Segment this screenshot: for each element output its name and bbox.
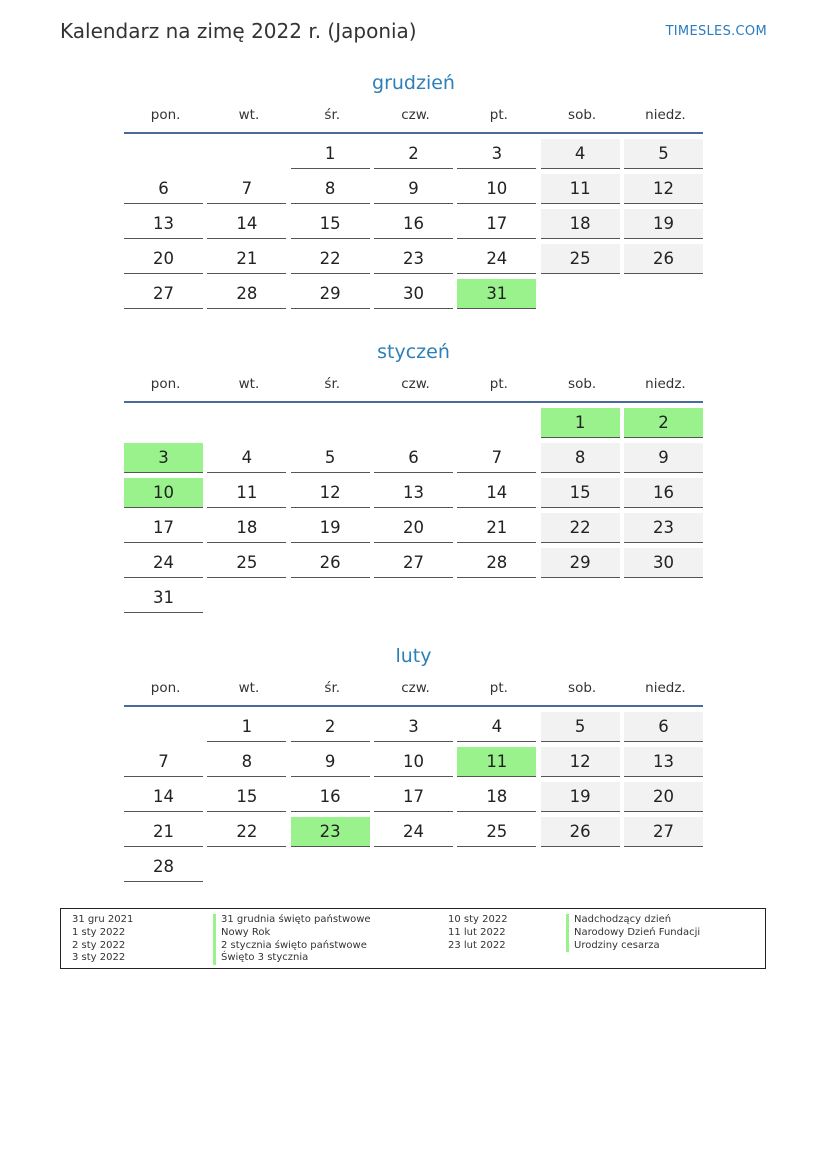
empty-cell	[457, 408, 536, 438]
day-cell: 16	[624, 478, 703, 508]
weekday-label: niedz.	[645, 680, 686, 696]
day-cell: 8	[291, 174, 370, 204]
day-cell: 27	[124, 279, 203, 309]
day-cell: 18	[207, 513, 286, 543]
legend-date: 1 sty 2022	[72, 926, 126, 938]
day-cell-holiday: 10	[124, 478, 203, 508]
day-cell: 8	[207, 747, 286, 777]
weekday-header	[124, 98, 703, 134]
weekday-label: wt.	[238, 680, 260, 696]
empty-cell	[291, 408, 370, 438]
day-cell: 24	[457, 244, 536, 274]
day-cell: 4	[541, 139, 620, 169]
day-cell: 29	[541, 548, 620, 578]
day-cell: 28	[457, 548, 536, 578]
day-cell: 17	[124, 513, 203, 543]
day-cell: 27	[624, 817, 703, 847]
day-cell: 6	[374, 443, 453, 473]
weekday-label: czw.	[401, 680, 430, 696]
day-cell: 23	[624, 513, 703, 543]
day-cell: 22	[541, 513, 620, 543]
weekday-label: wt.	[238, 107, 260, 123]
day-cell: 20	[624, 782, 703, 812]
day-cell: 17	[374, 782, 453, 812]
day-grid	[124, 139, 703, 309]
day-cell: 19	[541, 782, 620, 812]
legend-date: 2 sty 2022	[72, 939, 126, 951]
day-cell: 10	[457, 174, 536, 204]
day-cell: 7	[207, 174, 286, 204]
weekday-label: pon.	[150, 680, 181, 696]
weekday-label: śr.	[324, 107, 341, 123]
legend-holiday-name: Nadchodzący dzień	[566, 914, 700, 927]
day-grid	[124, 712, 703, 882]
day-cell: 31	[124, 583, 203, 613]
day-cell: 25	[457, 817, 536, 847]
weekday-label: sob.	[568, 376, 597, 392]
weekday-label: sob.	[568, 680, 597, 696]
day-cell: 14	[207, 209, 286, 239]
legend-names-col-2	[566, 914, 700, 952]
weekday-label: pt.	[489, 107, 508, 123]
weekday-label: śr.	[324, 680, 341, 696]
day-cell: 24	[124, 548, 203, 578]
day-cell: 28	[124, 852, 203, 882]
day-cell: 5	[291, 443, 370, 473]
empty-cell	[374, 408, 453, 438]
day-cell: 7	[124, 747, 203, 777]
day-cell: 9	[291, 747, 370, 777]
legend-holiday-name: 31 grudnia święto państwowe	[213, 914, 371, 927]
day-cell-holiday: 2	[624, 408, 703, 438]
legend-dates-col-2	[448, 914, 508, 952]
day-cell-holiday: 11	[457, 747, 536, 777]
day-cell: 11	[541, 174, 620, 204]
day-cell: 3	[457, 139, 536, 169]
day-grid	[124, 408, 703, 613]
day-cell: 11	[207, 478, 286, 508]
weekday-label: pon.	[150, 107, 181, 123]
day-cell: 12	[541, 747, 620, 777]
day-cell: 20	[374, 513, 453, 543]
legend-date: 11 lut 2022	[448, 926, 506, 938]
day-cell: 26	[624, 244, 703, 274]
day-cell: 16	[291, 782, 370, 812]
day-cell: 13	[624, 747, 703, 777]
day-cell: 30	[374, 279, 453, 309]
month-january	[124, 337, 703, 613]
day-cell: 21	[457, 513, 536, 543]
day-cell: 12	[291, 478, 370, 508]
legend-date: 3 sty 2022	[72, 952, 126, 964]
day-cell: 18	[457, 782, 536, 812]
day-cell: 14	[124, 782, 203, 812]
legend-names-col-1	[213, 914, 371, 965]
day-cell: 19	[624, 209, 703, 239]
day-cell: 26	[291, 548, 370, 578]
day-cell: 8	[541, 443, 620, 473]
day-cell: 9	[374, 174, 453, 204]
day-cell: 12	[624, 174, 703, 204]
legend-date: 10 sty 2022	[448, 914, 508, 925]
weekday-header	[124, 367, 703, 403]
day-cell: 25	[207, 548, 286, 578]
month-name: grudzień	[372, 72, 455, 94]
day-cell: 16	[374, 209, 453, 239]
legend-holiday-name: Narodowy Dzień Fundacji	[566, 927, 700, 940]
day-cell: 3	[374, 712, 453, 742]
month-name: styczeń	[377, 341, 450, 363]
day-cell-holiday: 1	[541, 408, 620, 438]
day-cell: 13	[374, 478, 453, 508]
empty-cell	[124, 408, 203, 438]
weekday-label: wt.	[238, 376, 260, 392]
weekday-label: czw.	[401, 107, 430, 123]
day-cell: 28	[207, 279, 286, 309]
holiday-legend	[60, 908, 766, 969]
day-cell: 1	[291, 139, 370, 169]
day-cell: 15	[291, 209, 370, 239]
weekday-label: pt.	[489, 680, 508, 696]
legend-holiday-name: Święto 3 stycznia	[213, 952, 371, 965]
empty-cell	[207, 408, 286, 438]
day-cell: 15	[207, 782, 286, 812]
weekday-label: niedz.	[645, 107, 686, 123]
month-name: luty	[395, 645, 432, 667]
day-cell-holiday: 3	[124, 443, 203, 473]
day-cell: 7	[457, 443, 536, 473]
day-cell: 21	[207, 244, 286, 274]
legend-holiday-name: Urodziny cesarza	[566, 940, 700, 953]
day-cell: 6	[624, 712, 703, 742]
day-cell: 27	[374, 548, 453, 578]
day-cell: 2	[374, 139, 453, 169]
day-cell-holiday: 31	[457, 279, 536, 309]
day-cell: 6	[124, 174, 203, 204]
weekday-header	[124, 671, 703, 707]
day-cell: 9	[624, 443, 703, 473]
month-february	[124, 641, 703, 882]
empty-cell	[207, 139, 286, 169]
day-cell: 18	[541, 209, 620, 239]
day-cell: 20	[124, 244, 203, 274]
day-cell: 13	[124, 209, 203, 239]
day-cell: 1	[207, 712, 286, 742]
day-cell: 4	[207, 443, 286, 473]
weekday-label: pon.	[150, 376, 181, 392]
weekday-label: pt.	[489, 376, 508, 392]
weekday-label: czw.	[401, 376, 430, 392]
day-cell: 29	[291, 279, 370, 309]
day-cell: 30	[624, 548, 703, 578]
day-cell: 24	[374, 817, 453, 847]
empty-cell	[124, 139, 203, 169]
legend-holiday-name: 2 stycznia święto państwowe	[213, 940, 371, 953]
day-cell: 17	[457, 209, 536, 239]
day-cell: 25	[541, 244, 620, 274]
legend-dates-col-1	[72, 914, 133, 965]
weekday-label: sob.	[568, 107, 597, 123]
day-cell: 10	[374, 747, 453, 777]
day-cell: 22	[291, 244, 370, 274]
day-cell: 19	[291, 513, 370, 543]
day-cell: 15	[541, 478, 620, 508]
legend-date: 23 lut 2022	[448, 939, 506, 951]
day-cell: 23	[374, 244, 453, 274]
day-cell: 21	[124, 817, 203, 847]
day-cell: 5	[541, 712, 620, 742]
day-cell: 4	[457, 712, 536, 742]
day-cell: 5	[624, 139, 703, 169]
day-cell: 2	[291, 712, 370, 742]
day-cell: 22	[207, 817, 286, 847]
weekday-label: niedz.	[645, 376, 686, 392]
page-title: Kalendarz na zimę 2022 r. (Japonia)	[60, 19, 417, 43]
day-cell-holiday: 23	[291, 817, 370, 847]
empty-cell	[124, 712, 203, 742]
month-december	[124, 68, 703, 309]
legend-date: 31 gru 2021	[72, 914, 134, 925]
weekday-label: śr.	[324, 376, 341, 392]
brand-link[interactable]: TIMESLES.COM	[665, 24, 767, 39]
day-cell: 26	[541, 817, 620, 847]
day-cell: 14	[457, 478, 536, 508]
legend-holiday-name: Nowy Rok	[213, 927, 371, 940]
